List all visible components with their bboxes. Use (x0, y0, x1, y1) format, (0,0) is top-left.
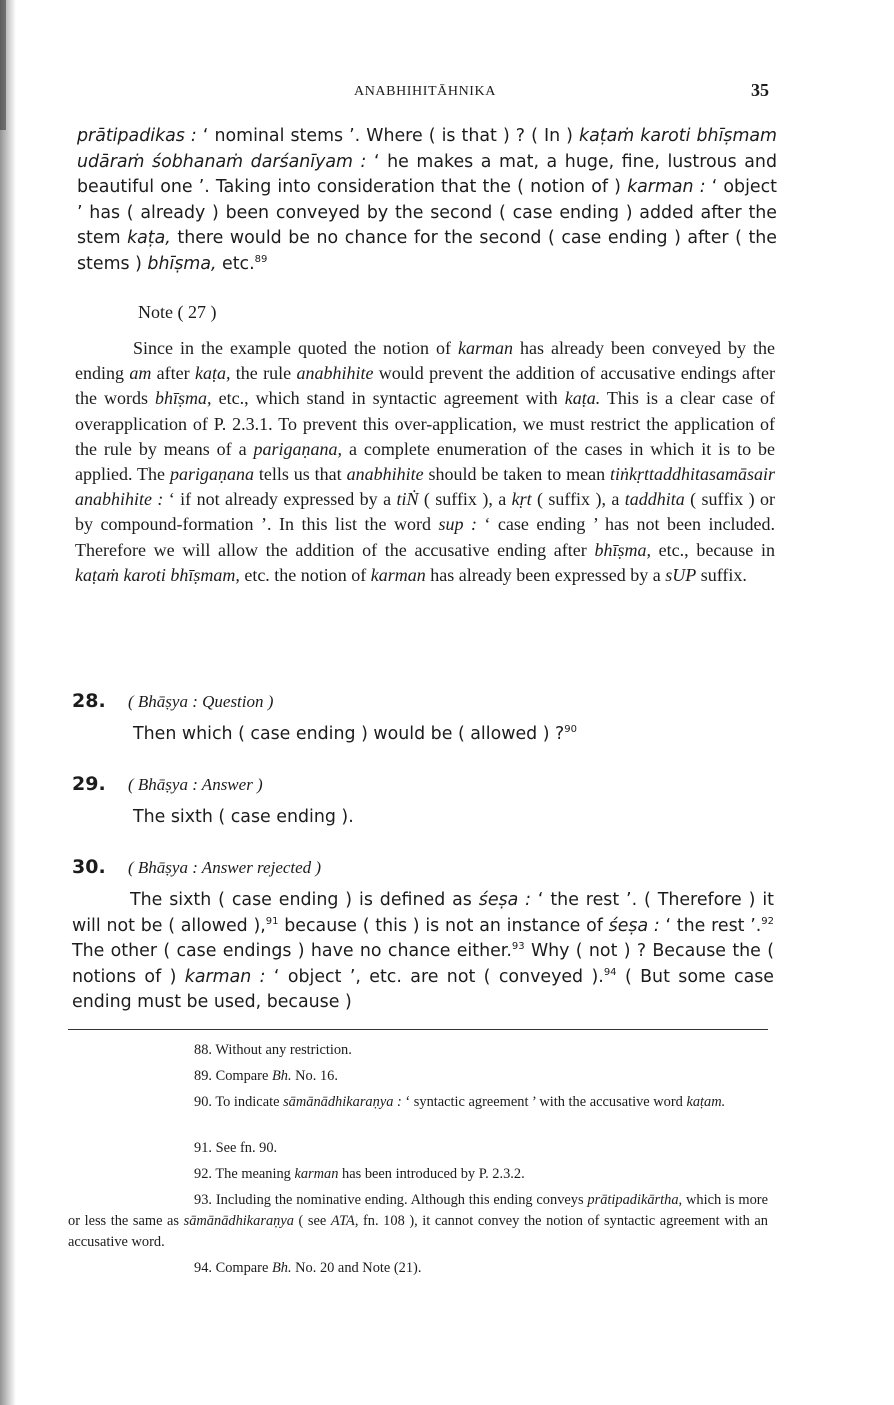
section-label: ( Bhāṣya : Answer rejected ) (128, 858, 322, 877)
term: bhīṣma, (155, 388, 212, 409)
footnote-ref: 92 (761, 915, 774, 927)
footnote-ref: 89 (254, 254, 268, 266)
term: tiṅkṛttaddhitasamāsair anabhihite : (75, 464, 775, 510)
term: am (129, 363, 152, 384)
section-30-heading (72, 856, 782, 878)
footnote-91 (68, 1138, 768, 1159)
term: parigaṇana, (253, 438, 343, 459)
footnote-ref: 93 (511, 941, 525, 953)
text-run: No. 20 and Note (21). (291, 1260, 422, 1276)
term: sup : (438, 514, 477, 535)
footnote-ref: 94 (603, 966, 617, 978)
term: anabhihite (296, 363, 374, 384)
note-paragraph (75, 336, 775, 588)
text-run: the rule (230, 363, 297, 384)
footnote-93 (68, 1190, 768, 1253)
text-run: Compare (215, 1068, 272, 1084)
text-run: etc., because in (650, 539, 775, 560)
section-number: 29. (72, 773, 106, 795)
text-run: No. 16. (291, 1068, 338, 1084)
text-run: ‘ object ’ has ( already ) been conveyed by the second ( case ending ) added after the stem (77, 177, 777, 249)
term: Bh. (271, 1068, 292, 1084)
section-30-text (72, 888, 774, 1016)
text-run: Compare (215, 1260, 272, 1276)
running-head (75, 80, 775, 106)
term: karman (370, 564, 426, 585)
term: tiṄ (396, 489, 419, 510)
text-run: would prevent the addition of accusative endings after the words (75, 363, 775, 409)
footnote-number: 90. (194, 1094, 212, 1110)
text-run: which is more or less the same as (68, 1192, 768, 1229)
term: karman : (184, 966, 266, 987)
term: bhīṣma, (594, 539, 651, 560)
footnote-90 (68, 1092, 768, 1113)
footnote-88 (68, 1040, 768, 1061)
text-run: This is a clear case of overapplication of P. 2.3.1. To prevent this over-application, we must restrict the application of the rule by means of a (75, 388, 775, 459)
scan-shadow-edge (0, 0, 16, 1405)
text-run: etc. the notion of (239, 564, 371, 585)
term: kaṭam. (686, 1094, 726, 1110)
text-run: has been introduced by P. 2.3.2. (338, 1166, 525, 1182)
footnote-92 (68, 1164, 768, 1185)
section-28-text (133, 722, 577, 747)
term: prātipadikārtha, (587, 1192, 683, 1208)
footnote-number: 92. (194, 1166, 212, 1182)
term: Bh. (271, 1260, 292, 1276)
term: sāmānādhikaraṇya (183, 1213, 294, 1229)
text-run: ‘ case ending ’ has not been included. Therefore we will allow the addition of the accusative ending after (75, 514, 775, 560)
scan-shadow-corner (0, 0, 6, 130)
term: taddhita (624, 489, 685, 510)
text-run: ‘ he makes a mat, a huge, fine, lustrous and beautiful one ’. Taking into consideration that the ( notion of ) (77, 151, 777, 198)
footnote-ref: 90 (564, 724, 577, 736)
term: karman (294, 1166, 339, 1182)
text-run: after (151, 363, 195, 384)
text-run: The meaning (215, 1166, 295, 1182)
page-number: 35 (751, 80, 769, 100)
section-29-heading (72, 773, 782, 795)
text-run: The sixth ( case ending ). (133, 807, 354, 827)
term: karman (458, 338, 514, 358)
term: kṛt (511, 489, 532, 510)
footnote-number: 88. (194, 1042, 212, 1058)
footnote-number: 91. (194, 1140, 212, 1156)
text-run: Including the nominative ending. Although this ending conveys (215, 1192, 588, 1208)
text-run: The other ( case endings ) have no chance either. (72, 941, 512, 962)
text-run: ‘ nominal stems ’. Where ( is that ) ? ( In ) (196, 126, 580, 146)
section-number: 28. (72, 690, 106, 712)
text-run: tells us that (253, 464, 347, 485)
section-number: 30. (72, 856, 106, 878)
footnote-89 (68, 1066, 768, 1087)
text-run: ( suffix ), a (418, 489, 512, 510)
term: sUP (665, 564, 697, 585)
term: kaṭa, (127, 228, 171, 249)
text-run: ‘ syntactic agreement ’ with the accusative word (401, 1094, 687, 1110)
term: parigaṇana (169, 464, 254, 485)
term: kaṭa, (194, 363, 231, 384)
footnote-number: 94. (194, 1260, 212, 1276)
running-head-title: ANABHIHITĀHNIKA (354, 84, 496, 99)
term: kaṭa. (564, 388, 601, 409)
text-run: The sixth ( case ending ) is defined as (130, 890, 479, 910)
text-run: ( see (293, 1213, 331, 1229)
text-run: fn. 108 ), it cannot convey the notion of syntactic agreement with an accusative word. (68, 1213, 769, 1250)
section-label: ( Bhāṣya : Question ) (128, 692, 274, 711)
text-run: suffix. (696, 564, 747, 585)
text-run: To indicate (215, 1094, 284, 1110)
opening-paragraph (77, 124, 777, 278)
footnote-rule (68, 1029, 768, 1030)
footnote-ref: 91 (265, 915, 279, 927)
section-label: ( Bhāṣya : Answer ) (128, 775, 263, 794)
text-run: etc. (216, 253, 255, 274)
term: kaṭaṁ karoti bhīṣmam udāraṁ śobhanaṁ darśanīyam : (77, 126, 777, 172)
text-run: ‘ if not already expressed by a (163, 489, 397, 510)
term: karman : (627, 177, 706, 198)
text-run: Since in the example quoted the notion of (133, 338, 459, 358)
term: sāmānādhikaraṇya : (283, 1094, 402, 1110)
text-run: because ( this ) is not an instance of (278, 915, 609, 936)
note-heading: Note ( 27 ) (138, 302, 217, 322)
text-run: should be taken to mean (423, 464, 610, 485)
term: śeṣa : (478, 890, 532, 910)
text-run: Without any restriction. (215, 1042, 352, 1058)
text-run: ‘ the rest ’. (659, 915, 762, 936)
text-run: a complete enumeration of the cases in which it is to be applied. The (75, 438, 775, 485)
text-run: there would be no chance for the second ( case ending ) after ( the stems ) (77, 228, 777, 274)
text-run: has already been expressed by a (425, 564, 666, 585)
term: śeṣa : (608, 915, 660, 936)
text-run: See fn. 90. (215, 1140, 278, 1156)
section-28-heading (72, 690, 782, 712)
text-run: ( But some case ending must be used, because ) (72, 966, 774, 1013)
footnote-number: 89. (194, 1068, 212, 1084)
text-run: Then which ( case ending ) would be ( allowed ) ? (133, 724, 565, 744)
text-run: ( suffix ), a (531, 489, 625, 510)
text-run: has already been conveyed by the ending (75, 338, 775, 384)
term: ATA, (330, 1213, 359, 1229)
text-run: etc., which stand in syntactic agreement with (211, 388, 565, 409)
section-29-text (133, 805, 354, 830)
text-run: ( suffix ) or by compound-formation ’. In this list the word (75, 489, 775, 535)
text-run: ‘ the rest ’. ( Therefore ) it will not be ( allowed ), (72, 890, 774, 936)
term: anabhihite (346, 464, 424, 485)
footnote-94 (68, 1258, 768, 1279)
term: kaṭaṁ karoti bhīṣmam, (75, 564, 240, 585)
text-run: ‘ object ’, etc. are not ( conveyed ). (265, 966, 604, 987)
text-run: Why ( not ) ? Because the ( notions of ) (72, 941, 774, 987)
term: bhīṣma, (147, 253, 217, 274)
footnote-number: 93. (194, 1192, 212, 1208)
term: prātipadikas : (77, 126, 197, 146)
